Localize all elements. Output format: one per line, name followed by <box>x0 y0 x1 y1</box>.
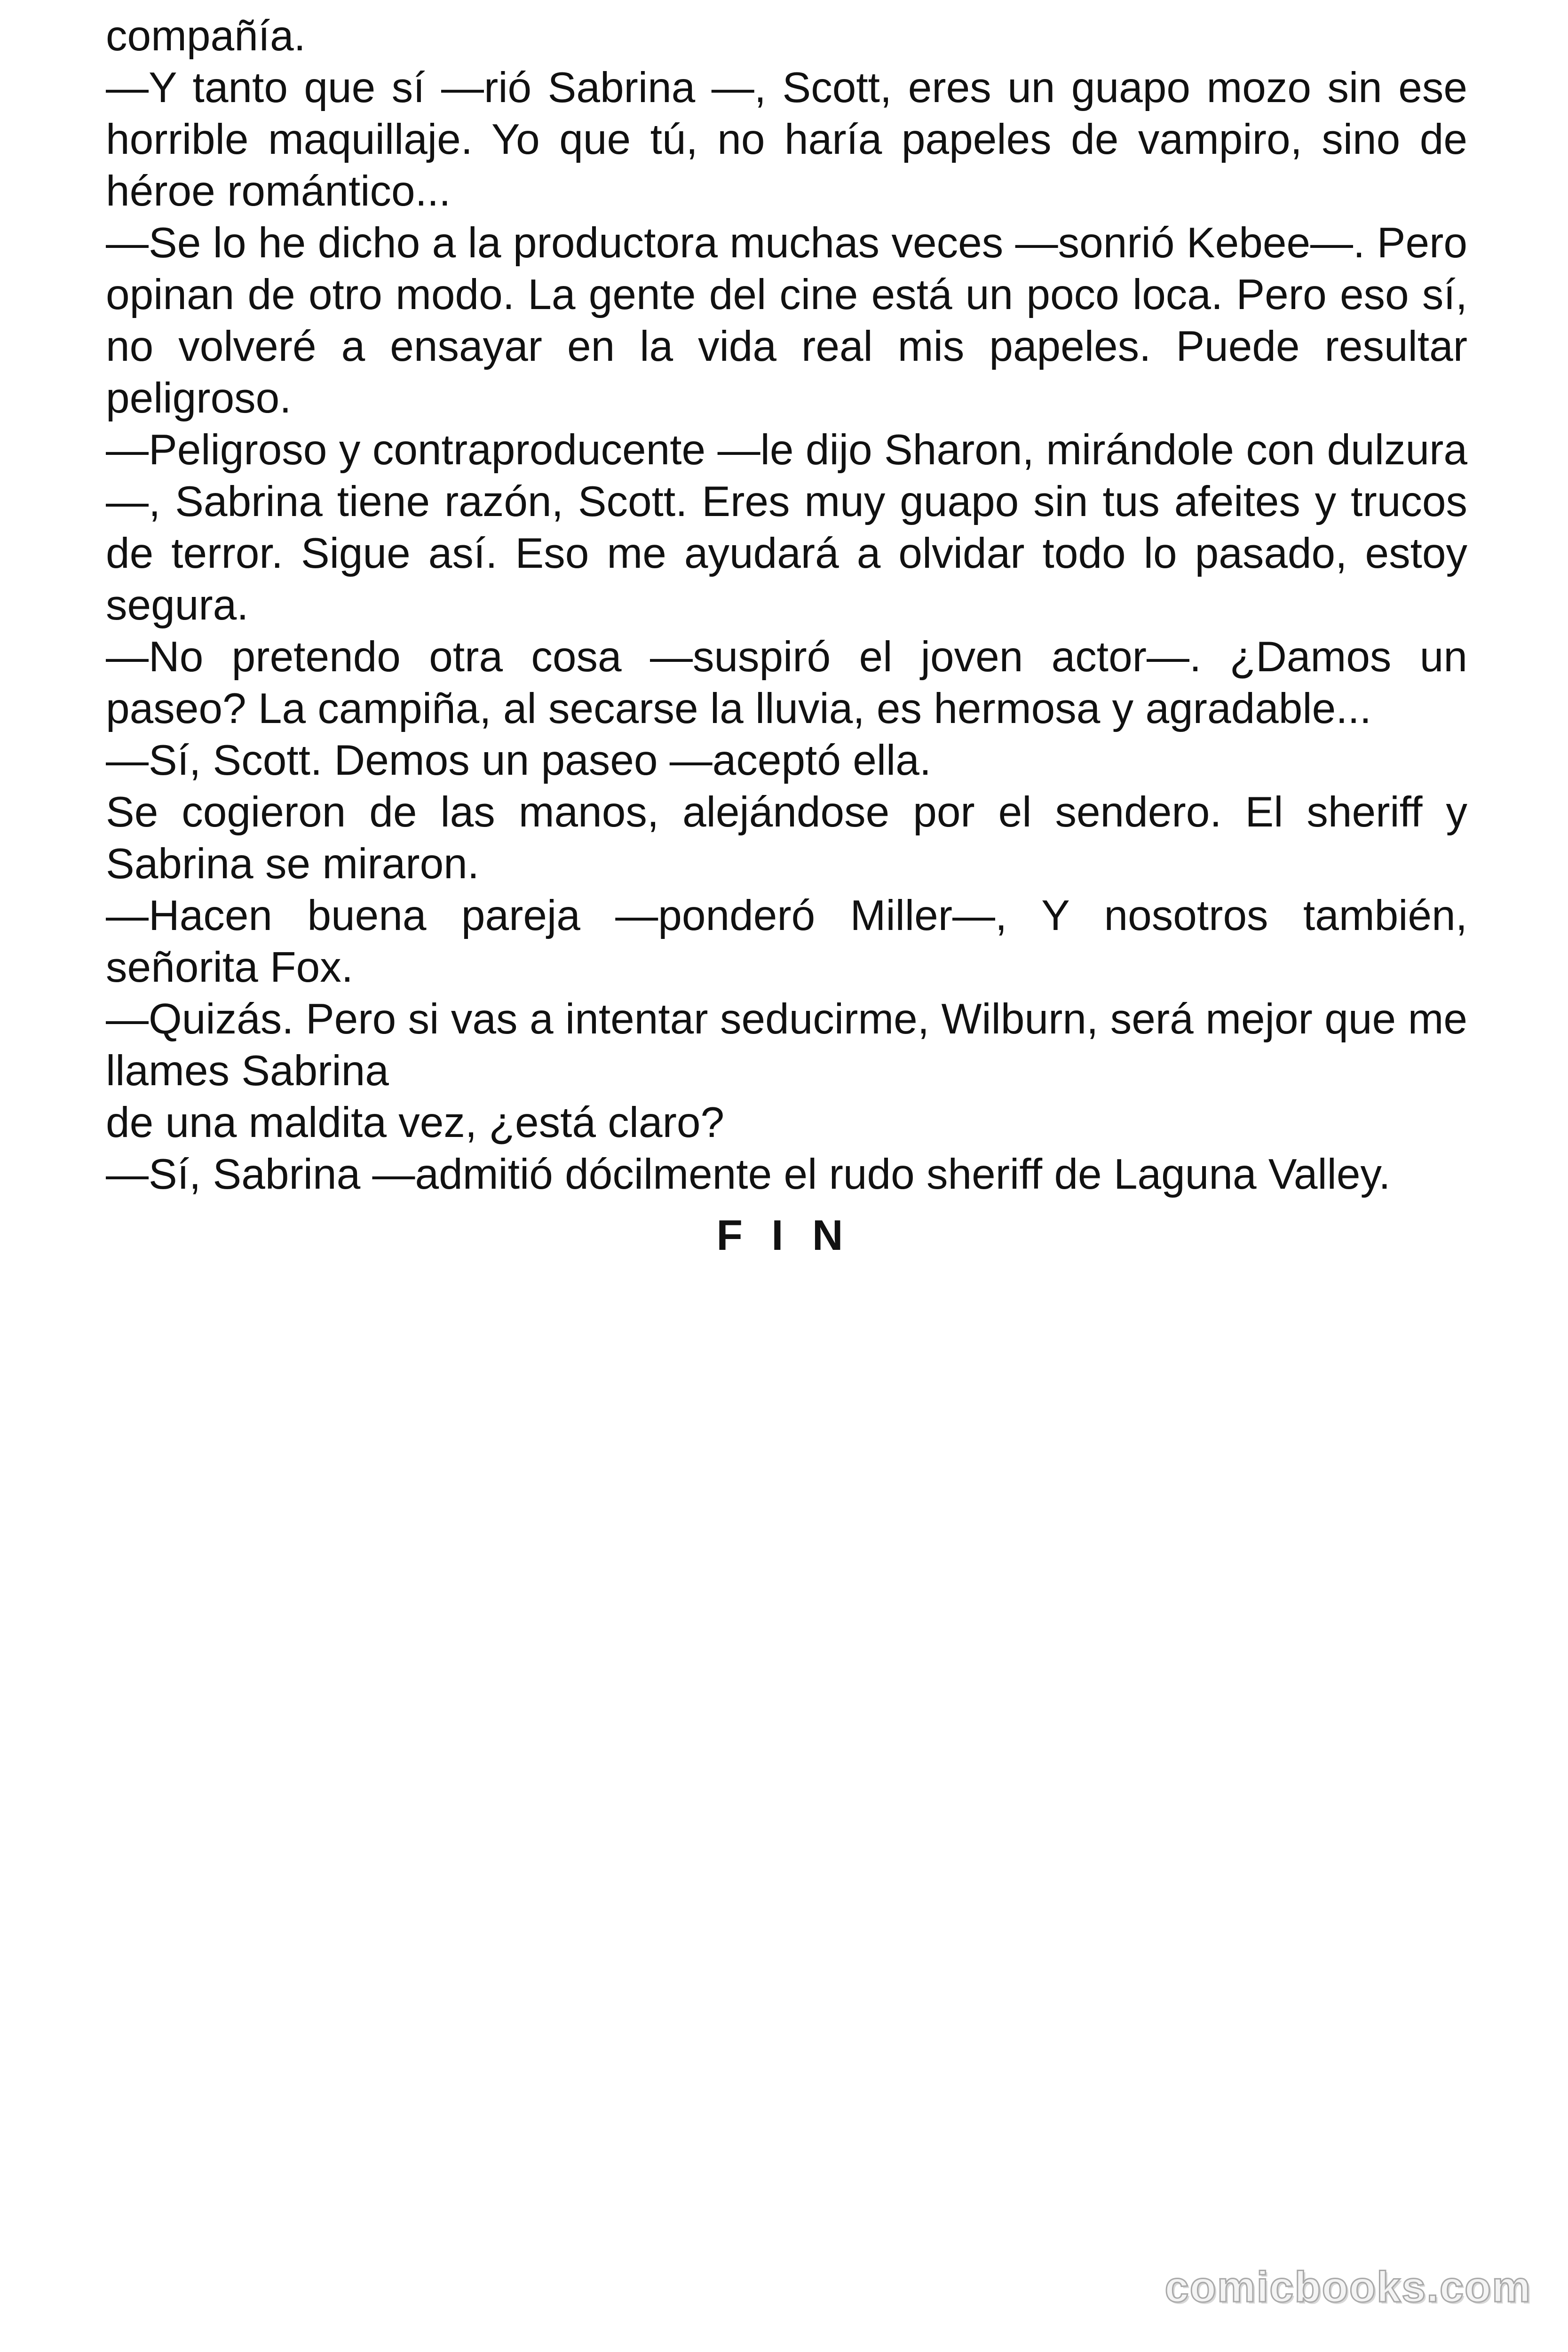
paragraph: —Y tanto que sí —rió Sabrina —, Scott, eres un guapo mozo sin ese horrible maquillaje. Yo que tú, no haría papeles de vampiro, sino de héroe romántico... <box>106 64 1467 215</box>
story-text <box>106 10 1467 1200</box>
paragraph: —Sí, Sabrina —admitió dócilmente el rudo sheriff de Laguna Valley. <box>106 1151 1391 1198</box>
site-watermark: comicbooks.com <box>1164 2263 1531 2311</box>
paragraph: —No pretendo otra cosa —suspiró el joven actor—. ¿Damos un paseo? La campiña, al secarse la lluvia, es hermosa y agradable... <box>106 633 1467 732</box>
paragraph: —Hacen buena pareja —ponderó Miller—, Y nosotros también, señorita Fox. <box>106 892 1467 991</box>
paragraph: —Peligroso y contraproducente —le dijo Sharon, mirándole con dulzura—, Sabrina tiene razón, Scott. Eres muy guapo sin tus afeites y trucos de terror. Sigue así. Eso me ayudará a olvidar todo lo pasado, estoy segura. <box>106 426 1467 629</box>
paragraph: compañía. <box>106 12 306 60</box>
paragraph: —Sí, Scott. Demos un paseo —aceptó ella. <box>106 737 932 784</box>
paragraph: —Se lo he dicho a la productora muchas veces —sonrió Kebee—. Pero opinan de otro modo. La gente del cine está un poco loca. Pero eso sí, no volveré a ensayar en la vida real mis papeles. Puede resultar peligroso. <box>106 219 1467 422</box>
end-mark: F I N <box>716 1212 852 1259</box>
paragraph: Se cogieron de las manos, alejándose por el sendero. El sheriff y Sabrina se miraron. <box>106 788 1467 888</box>
paragraph: —Quizás. Pero si vas a intentar seducirme, Wilburn, será mejor que me llames Sabrina <box>106 995 1467 1095</box>
paragraph: de una maldita vez, ¿está claro? <box>106 1099 725 1146</box>
